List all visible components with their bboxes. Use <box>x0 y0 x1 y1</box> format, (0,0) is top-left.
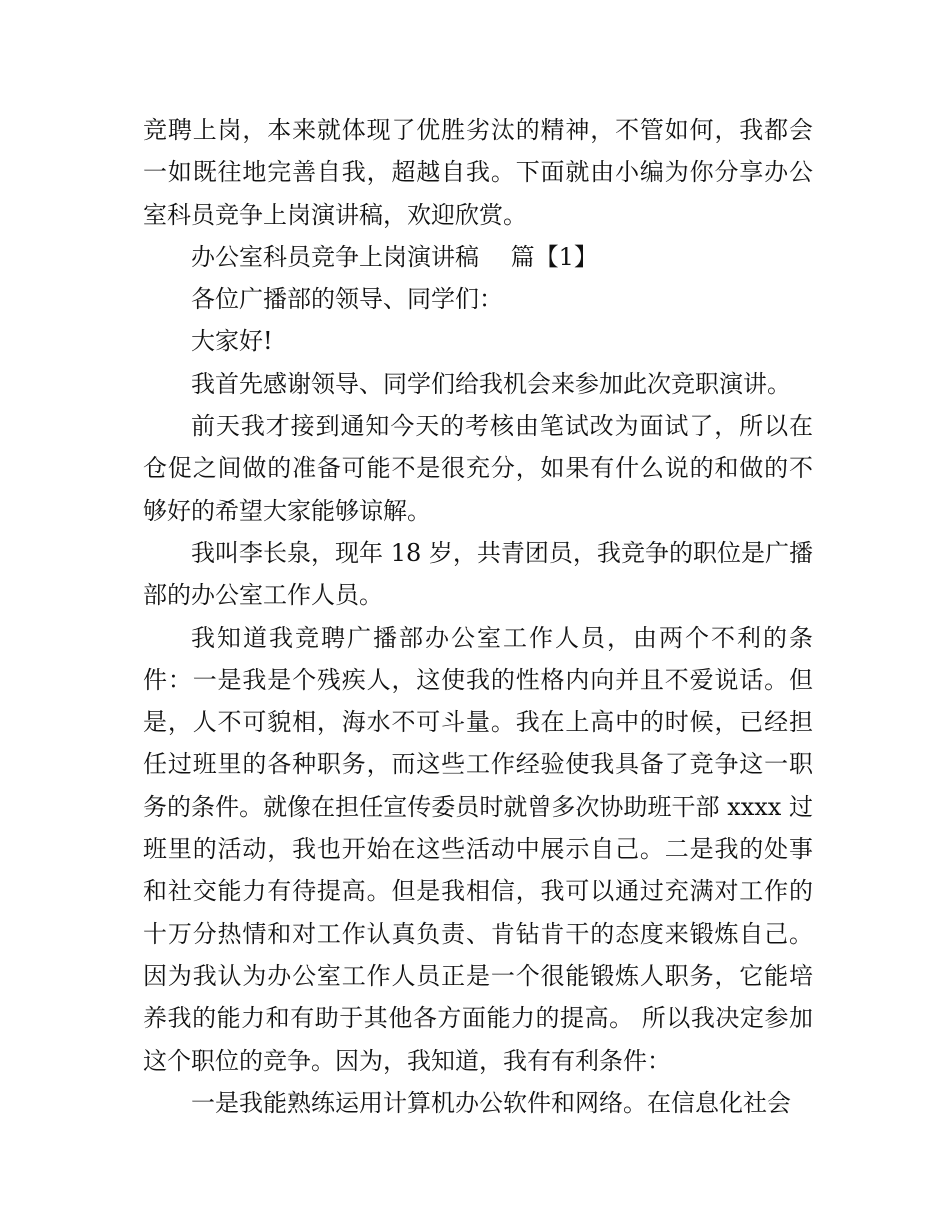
paragraph-thanks: 我首先感谢领导、同学们给我机会来参加此次竞职演讲。 <box>191 369 791 398</box>
paragraph-intro: 竞聘上岗，本来就体现了优胜劣汰的精神，不管如何，我都会一如既往地完善自我，超越自我。下面就由小编为你分享办公室科员竞争上岗演讲稿，欢迎欣赏。 <box>143 116 813 229</box>
document-body <box>143 109 813 1124</box>
paragraph-salutation: 各位广播部的领导、同学们： <box>191 285 503 314</box>
paragraph-greeting: 大家好! <box>191 327 273 356</box>
paragraph-notice: 前天我才接到通知今天的考核由笔试改为面试了，所以在仓促之间做的准备可能不是很充分，如果有什么说的和做的不够好的希望大家能够谅解。 <box>143 412 813 525</box>
section-title: 办公室科员竞争上岗演讲稿 篇【1】 <box>191 242 598 271</box>
paragraph-advantage-one: 一是我能熟练运用计算机办公软件和网络。在信息化社会 <box>191 1088 791 1117</box>
paragraph-self-intro: 我叫李长泉，现年 18 岁，共青团员，我竞争的职位是广播部的办公室工作人员。 <box>143 538 813 610</box>
paragraph-conditions: 我知道我竞聘广播部办公室工作人员，由两个不利的条件：一是我是个残疾人，这使我的性格内向并且不爱说话。但是，人不可貌相，海水不可斗量。我在上高中的时候，已经担任过班里的各种职务，而这些工作经验使我具备了竞争这一职务的条件。就像在担任宣传委员时就曾多次协助班干部 xxxx 过班里的活动，我也开始在这些活动中展示自己。二是我的处事和社交能力有待提高。但是我相信，我可以通过充满对工作的十万分热情和对工作认真负责、肯钻肯干的态度来锻炼自己。因为我认为办公室工作人员正是一个很能锻炼人职务，它能培养我的能力和有助于其他各方面能力的提高。 所以我决定参加这个职位的竞争。因为，我知道，我有有利条件： <box>143 623 813 1075</box>
